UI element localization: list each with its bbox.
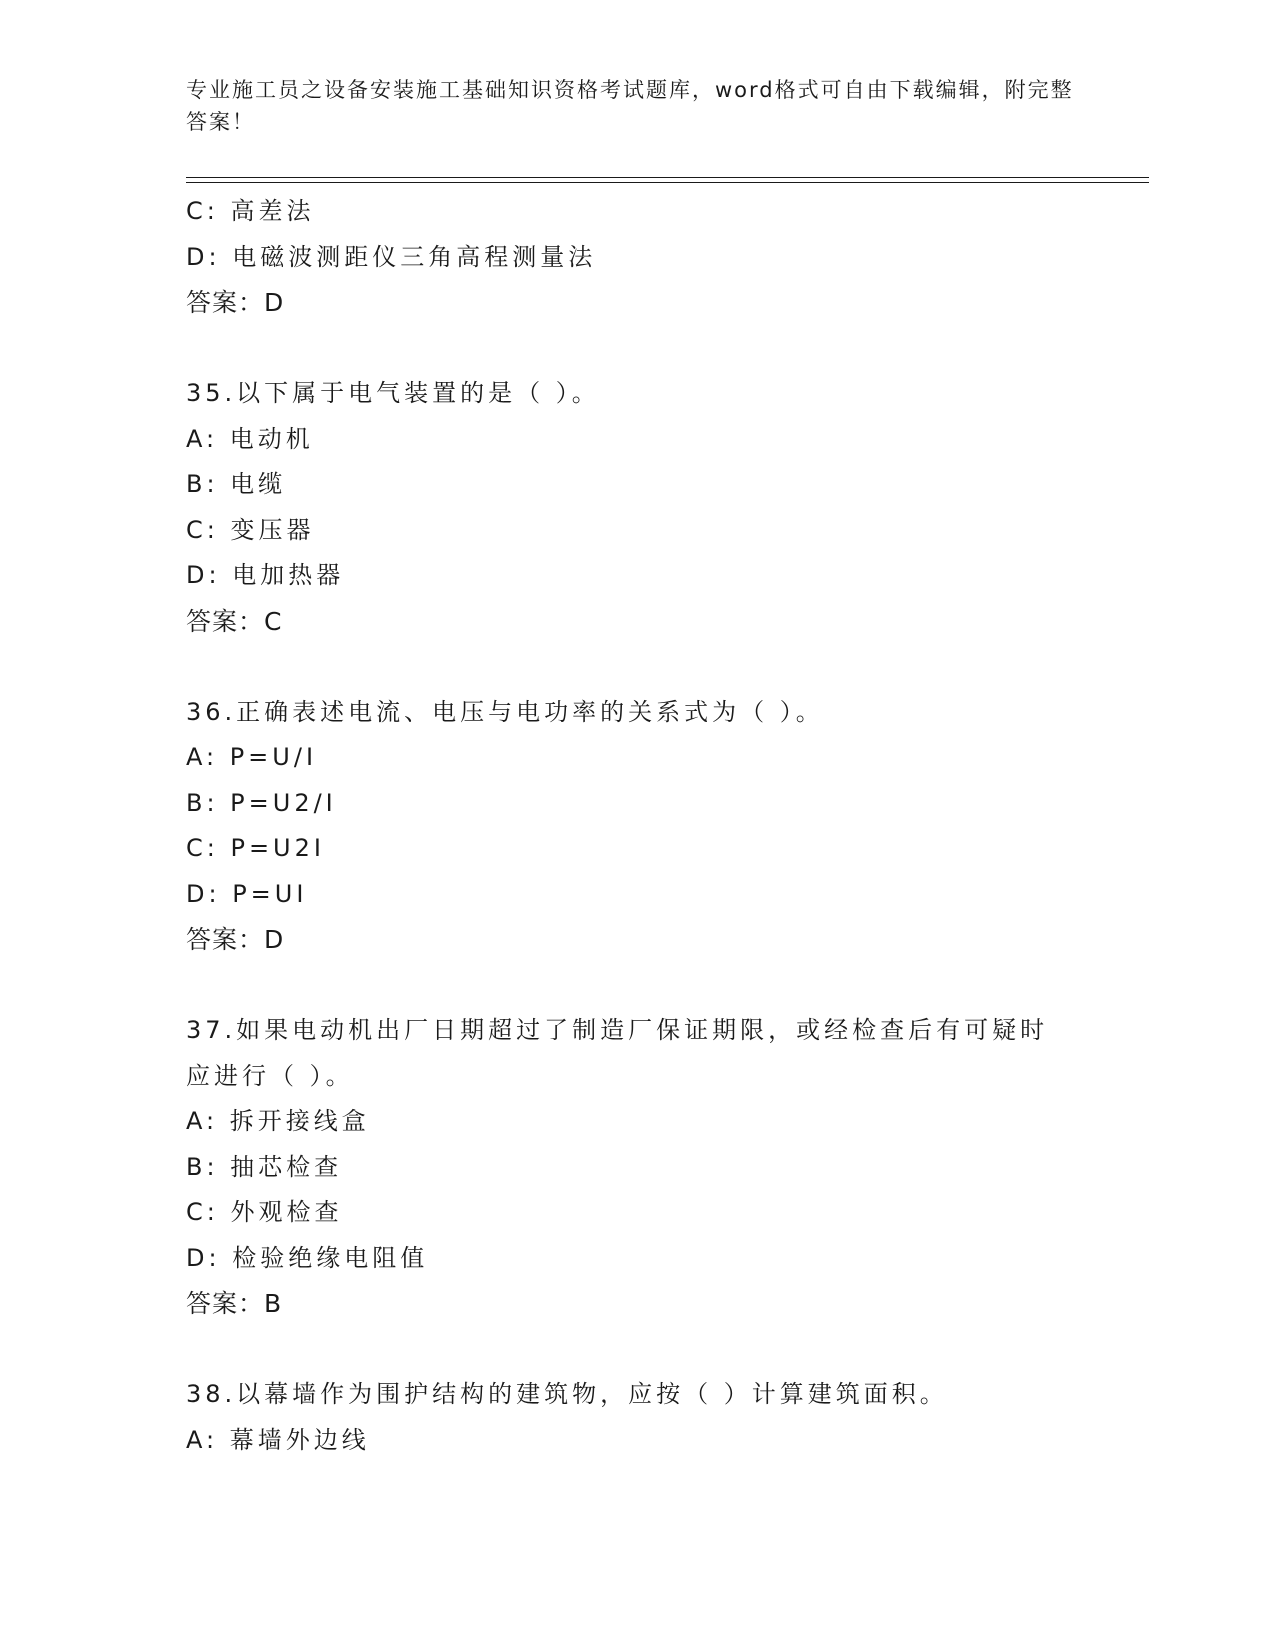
question-fragment	[186, 189, 1146, 326]
option-b: B: 电缆	[186, 470, 287, 498]
option-d: D: 电磁波测距仪三角高程测量法	[186, 242, 597, 271]
question-stem: 37.如果电动机出厂日期超过了制造厂保证期限，或经检查后有可疑时应进行（ ）。	[186, 1016, 1049, 1090]
document-header: 专业施工员之设备安装施工基础知识资格考试题库，word格式可自由下载编辑，附完整答案！	[186, 78, 1074, 134]
option-d: D: 检验绝缘电阻值	[186, 1243, 429, 1272]
answer-line: 答案：C	[186, 606, 283, 636]
question-content	[186, 189, 1146, 1463]
option-c: C: 变压器	[186, 515, 315, 544]
question-stem: 36.正确表述电流、电压与电功率的关系式为（ ）。	[186, 697, 824, 726]
option-d: D: P=UI	[186, 879, 308, 908]
header-divider-bottom	[186, 182, 1149, 183]
option-c: C: P=U2I	[186, 834, 325, 862]
question-38	[186, 1372, 1146, 1463]
question-35	[186, 371, 1146, 644]
question-36	[186, 690, 1146, 963]
answer-line: 答案：D	[186, 288, 285, 317]
option-b: B: P=U2/I	[186, 788, 337, 817]
question-stem: 38.以幕墙作为围护结构的建筑物，应按（ ）计算建筑面积。	[186, 1380, 948, 1408]
header-divider-top	[186, 177, 1149, 178]
question-stem: 35.以下属于电气装置的是（ ）。	[186, 379, 600, 407]
option-a: A: 电动机	[186, 424, 314, 453]
option-a: A: P=U/I	[186, 743, 318, 771]
option-a: A: 拆开接线盒	[186, 1107, 370, 1135]
option-c: C: 外观检查	[186, 1198, 343, 1226]
option-a: A: 幕墙外边线	[186, 1425, 370, 1454]
option-d: D: 电加热器	[186, 561, 345, 589]
question-37	[186, 1008, 1146, 1327]
answer-line: 答案：B	[186, 1289, 283, 1318]
option-b: B: 抽芯检查	[186, 1152, 343, 1181]
option-c: C: 高差法	[186, 197, 315, 225]
answer-line: 答案：D	[186, 925, 285, 954]
